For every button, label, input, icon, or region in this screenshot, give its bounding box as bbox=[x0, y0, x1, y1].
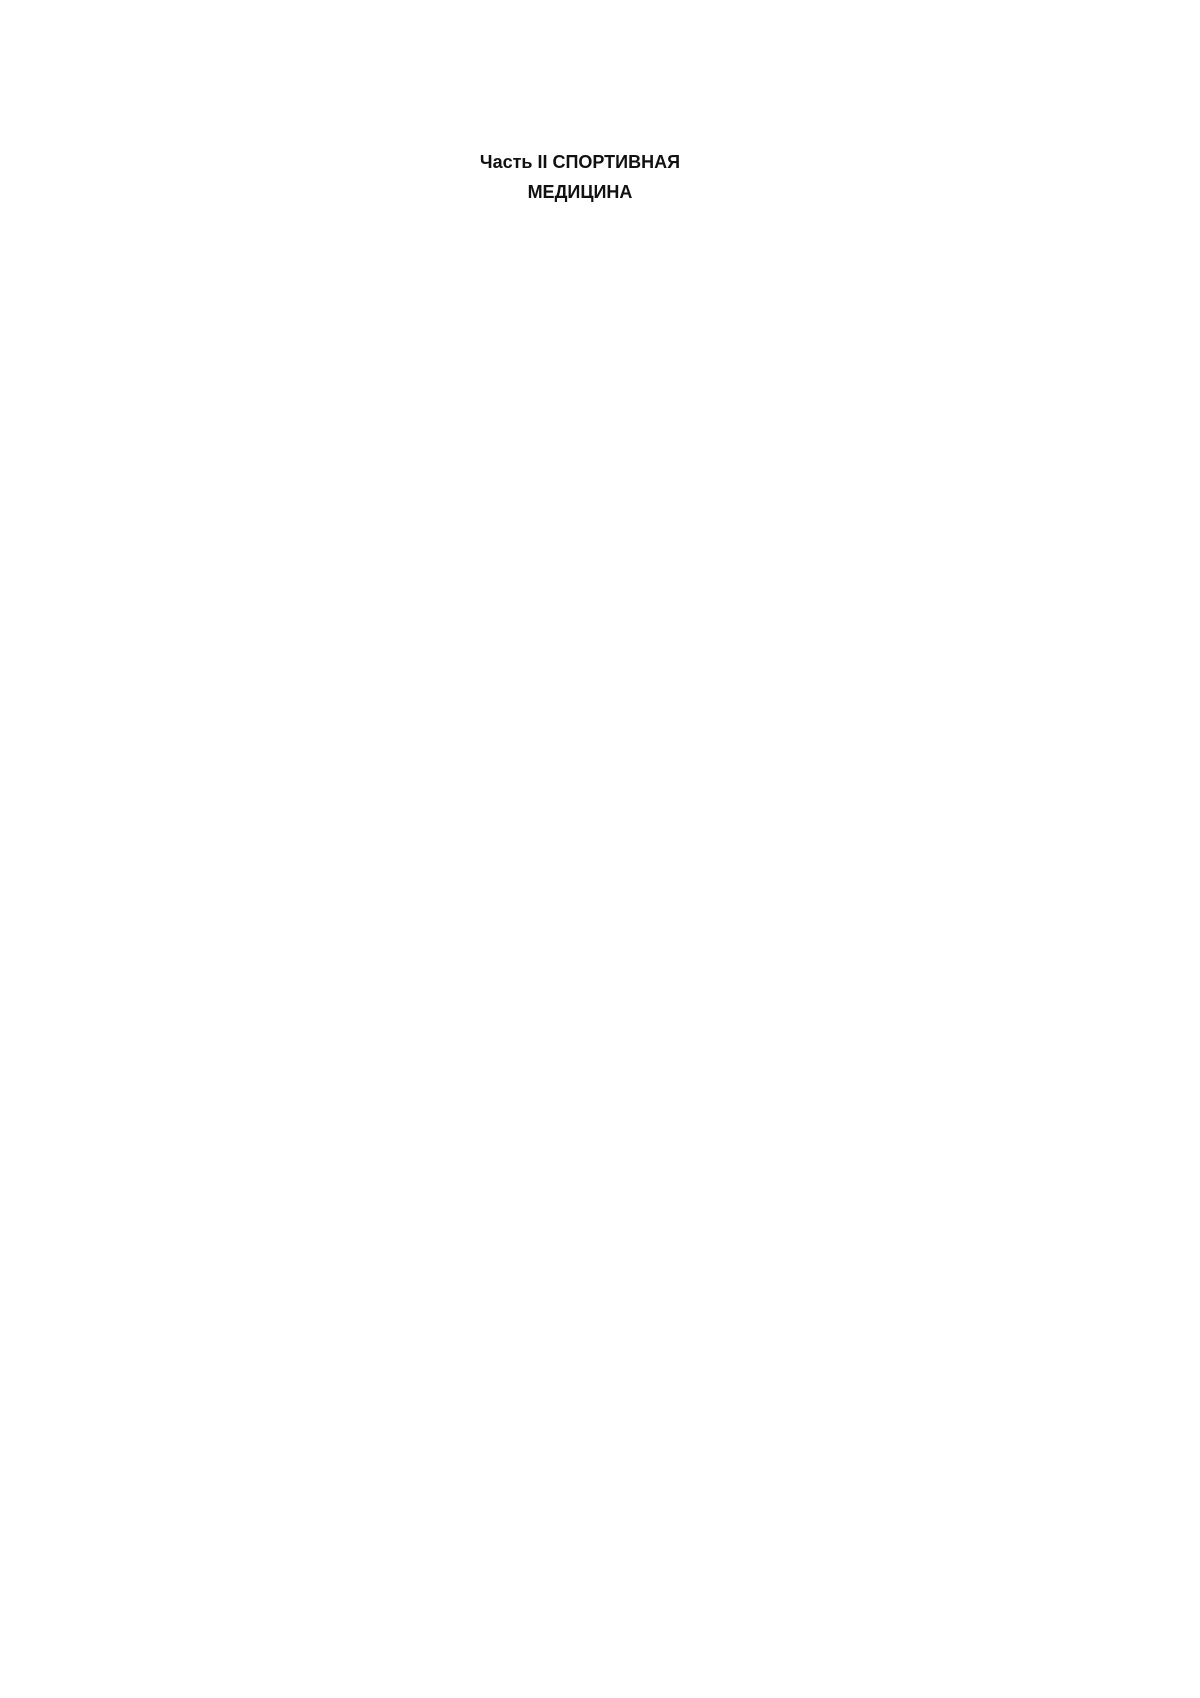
part-title: Часть II СПОРТИВНАЯ bbox=[479, 152, 681, 172]
part-subtitle: МЕДИЦИНА bbox=[527, 182, 633, 202]
